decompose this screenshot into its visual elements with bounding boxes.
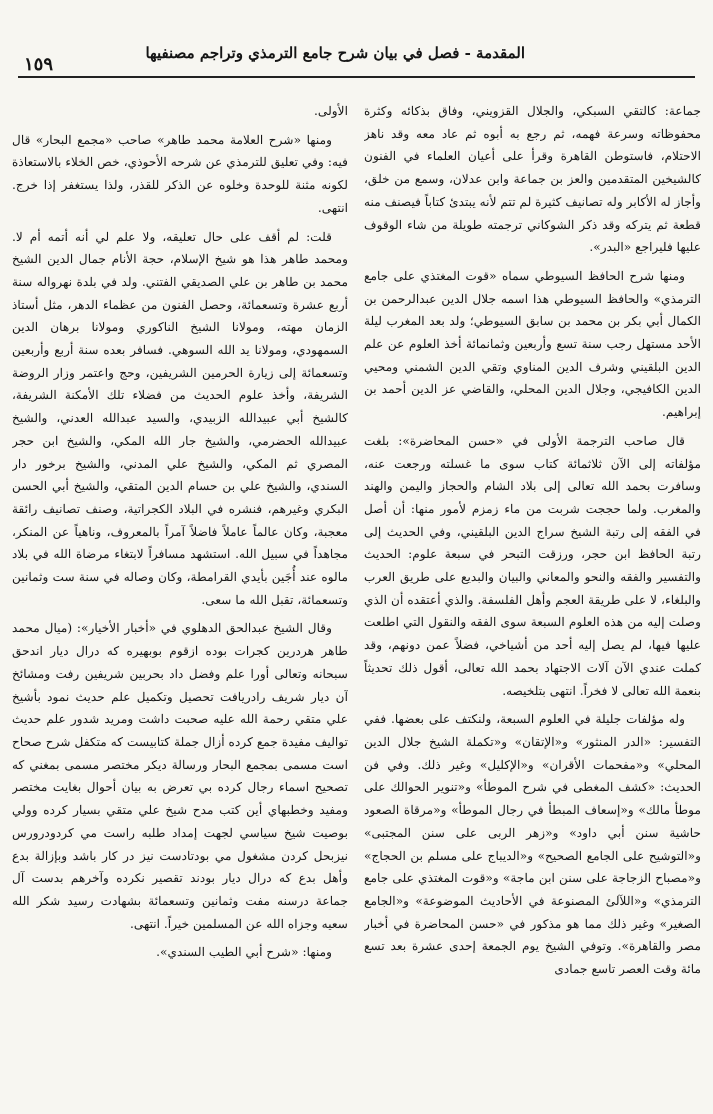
right-column (364, 100, 701, 1096)
paragraph: ومنها: «شرح أبي الطيب السندي». (156, 945, 332, 960)
page-header (18, 36, 695, 76)
paragraph: جماعة: كالتقي السبكي، والجلال القزويني، وفاق بذكائه وكثرة محفوظاته وسرعة فهمه، ثم رجع به أبوه ثم عاد معه وقد ناهز الاحتلام، فاستوطن القاهرة وقرأ على أعيان العلماء في الفنون كالشيخين المتقدمين والعز بن جماعة وابن عدلان، وسمع من خلق، وأجاز له الأكابر وله تصانيف كثيرة لم تتم لأنه يبتدئ كتاباً فيصنف منه قطعة ثم يتركه وقد ذكر الشوكاني ترجمته طويلة من شاء الوقوف عليها فليراجع «البدر». (364, 104, 701, 255)
page-number: ١٥٩ (24, 54, 54, 75)
left-column (12, 100, 348, 1096)
paragraph: ومنها شرح الحافظ السيوطي سماه «قوت المغتذي على جامع الترمذي» والحافظ السيوطي هذا اسمه جلال الدين عبدالرحمن بن الكمال أبي بكر بن محمد بن سابق السيوطي؛ ولد بعد المغرب ليلة الأحد مستهل رجب سنة تسع وأربعين وثمانمائة أخذ العلوم عن علم الدين البلقيني وشرف الدين المناوي وتقي الدين الشمني ومحيي الدين الكافيجي، وجلال الدين المحلي، والقاضي عز الدين أحمد بن إبراهيم. (364, 268, 701, 420)
paragraph: وقال الشيخ عبدالحق الدهلوي في «أخبار الأخيار»: (ميال محمد طاهر هردرين كجرات بوده ازقوم بوبهيره كه درال ديار اندحق سبحانه وتعالى أورا علم وفضل داد بحربين شريفين رفت ومشائخ آن ديار شريف رادريافت تحصيل وتكميل علم حديث نمود بأشيخ علي متقي رحمة الله عليه صحبت داشت ومريد شدور علم حديث تواليف مفيدة جمع كرده أزال جملة كتابيست كه متكفل شرح صحاح است مسمى بمجمع البحار ورسالة ديكر مختصر مسمى بمغني كه تصحيح اسماء رجال كرده بي تعرض به بيان أحوال بغايت مختصر ومفيد وخطبهاي أين كتب مدح شيخ علي متقي بسيار كرده وولي بوصيت شيخ سياسي لجهت إمداد طلبه راست مي كردودرورس نيزبحل كردن مشغول مي بودتادست نيز در كار باشد وبإزالة بدع وأهل بدع كه درال ديار بودند تقصير نكرده وآخرهم بدست آل جماعة درسنه مفت وثمانين وتسعمائة بشهادت رسيد شكر الله سعيه وجزاه الله عن المسلمين خيراً. انتهى. (12, 621, 348, 931)
paragraph: الأولى. (314, 104, 348, 118)
paragraph: ومنها «شرح العلامة محمد طاهر» صاحب «مجمع البحار» قال فيه: وفي تعليق للترمذي عن شرحه الأحوذي، خص الخلاء بالاستعاذة لكونه مثنة للوحدة وخلوه عن الذكر للقذر، ولذا يستغفر إذا خرج. انتهى. (12, 132, 348, 215)
paragraph: قال صاحب الترجمة الأولى في «حسن المحاضرة»: بلغت مؤلفاته إلى الآن ثلاثمائة كتاب سوى ما غسلته ورجعت عنه، وسافرت بحمد الله تعالى إلى بلاد الشام والحجاز واليمن والهند والمغرب. ولما حججت شربت من ماء زمزم لأمور منها: أن أصل في الفقه إلى رتبة الشيخ سراج الدين البلقيني، وفي الحديث إلى رتبة الحافظ ابن حجر، ورزقت التبحر في سبعة علوم: الحديث والتفسير والفقه والنحو والمعاني والبيان والبديع على طريق العرب والبلغاء، لا على طريقة العجم وأهل الفلسفة. والذي أعتقده أن الذي وصلت إليه من هذه العلوم السبعة سوى الفقه والنقول التي اطلعت عليها فيها، لم يصل إليه أحد من أشياخي، فضلاً عمن دونهم، وقد كملت عندي الآن آلات الاجتهاد بحمد الله تعالى، أقول ذلك تحديثاً بنعمة الله تعالى لا فخراً. انتهى بتلخيصه. (364, 433, 701, 698)
running-title: المقدمة - فصل في بيان شرح جامع الترمذي وتراجم مصنفيها (145, 44, 525, 62)
paragraph: وله مؤلفات جليلة في العلوم السبعة، ولنكتف على بعضها. ففي التفسير: «الدر المنثور» و«الإتقان» و«تكملة الشيخ جلال الدين المحلي» و«مفحمات الأقران» و«الإكليل» وغير ذلك. وفي فن الحديث: «كشف المغطى في شرح الموطأ» و«تنوير الحوالك على موطأ مالك» و«إسعاف المبطأ في رجال الموطأ» و«مرقاة الصعود حاشية سنن أبي داود» و«زهر الربى على سنن المجتبى» و«التوشيح على الجامع الصحيح» و«الديباج على مسلم بن الحجاج» و«مصباح الزجاجة على سنن ابن ماجة» و«قوت المغتذي على جامع الترمذي» و«اللآلئ المصنوعة في الأحاديث الموضوعة» و«الجامع الصغير» وغير ذلك مما هو مذكور في «حسن المحاضرة في أخبار مصر والقاهرة». وتوفي الشيخ يوم الجمعة إحدى عشرة بعد تسع مائة وقت العصر تاسع جمادى (364, 712, 701, 977)
paragraph: قلت: لم أقف على حال تعليقه، ولا علم لي أنه أتمه أم لا. ومحمد طاهر هذا هو شيخ الإسلام، حجة الأنام جمال الدين الشيخ محمد بن طاهر بن علي الصديقي الفتني. ولد في بلدة نهرواله سنة أربع عشرة وتسعمائة، وحصل الفنون من عظماء الدهر، مثل أستاذ الزمان مهته، ومولانا الشيخ الناكوري ومولانا برهان الدين السمهودي، ومولانا يد الله السوهي. فسافر بعده سنة أربع وأربعين وتسعمائة إلى زيارة الحرمين الشريفين، وحج واعتمر وزار الروضة الشريفة، وأخذ علوم الحديث من فضلاء تلك الأمكنة الشريفة، كالشيخ أبي عبيدالله الزبيدي، والسيد عبدالله العدني، والشيخ عبيدالله الحضرمي، والشيخ جار الله المكي، والشيخ ابن حجر المصري ثم المكي، والشيخ علي المدني، والشيخ برخور دار السندي، والشيخ علي بن حسام الدين المتقي، والشيخ أبي الحسن البكري وغيرهم، فنشره في البلاد الكجراتية، وصنف تصانيف رائقة معجبة، وكان عالماً عاملاً فاضلاً آمراً بالمعروف، وناهياً عن المنكر، مجاهداً في سبيل الله. استشهد مسافراً لابتغاء مرضاة الله في بلاد مالوه عند أُجَين بأيدي القرامطة، وكان وصاله في سنة ست وثمانين وتسعمائة، تقبل الله ما سعى. (12, 229, 348, 607)
header-rule (18, 76, 695, 78)
